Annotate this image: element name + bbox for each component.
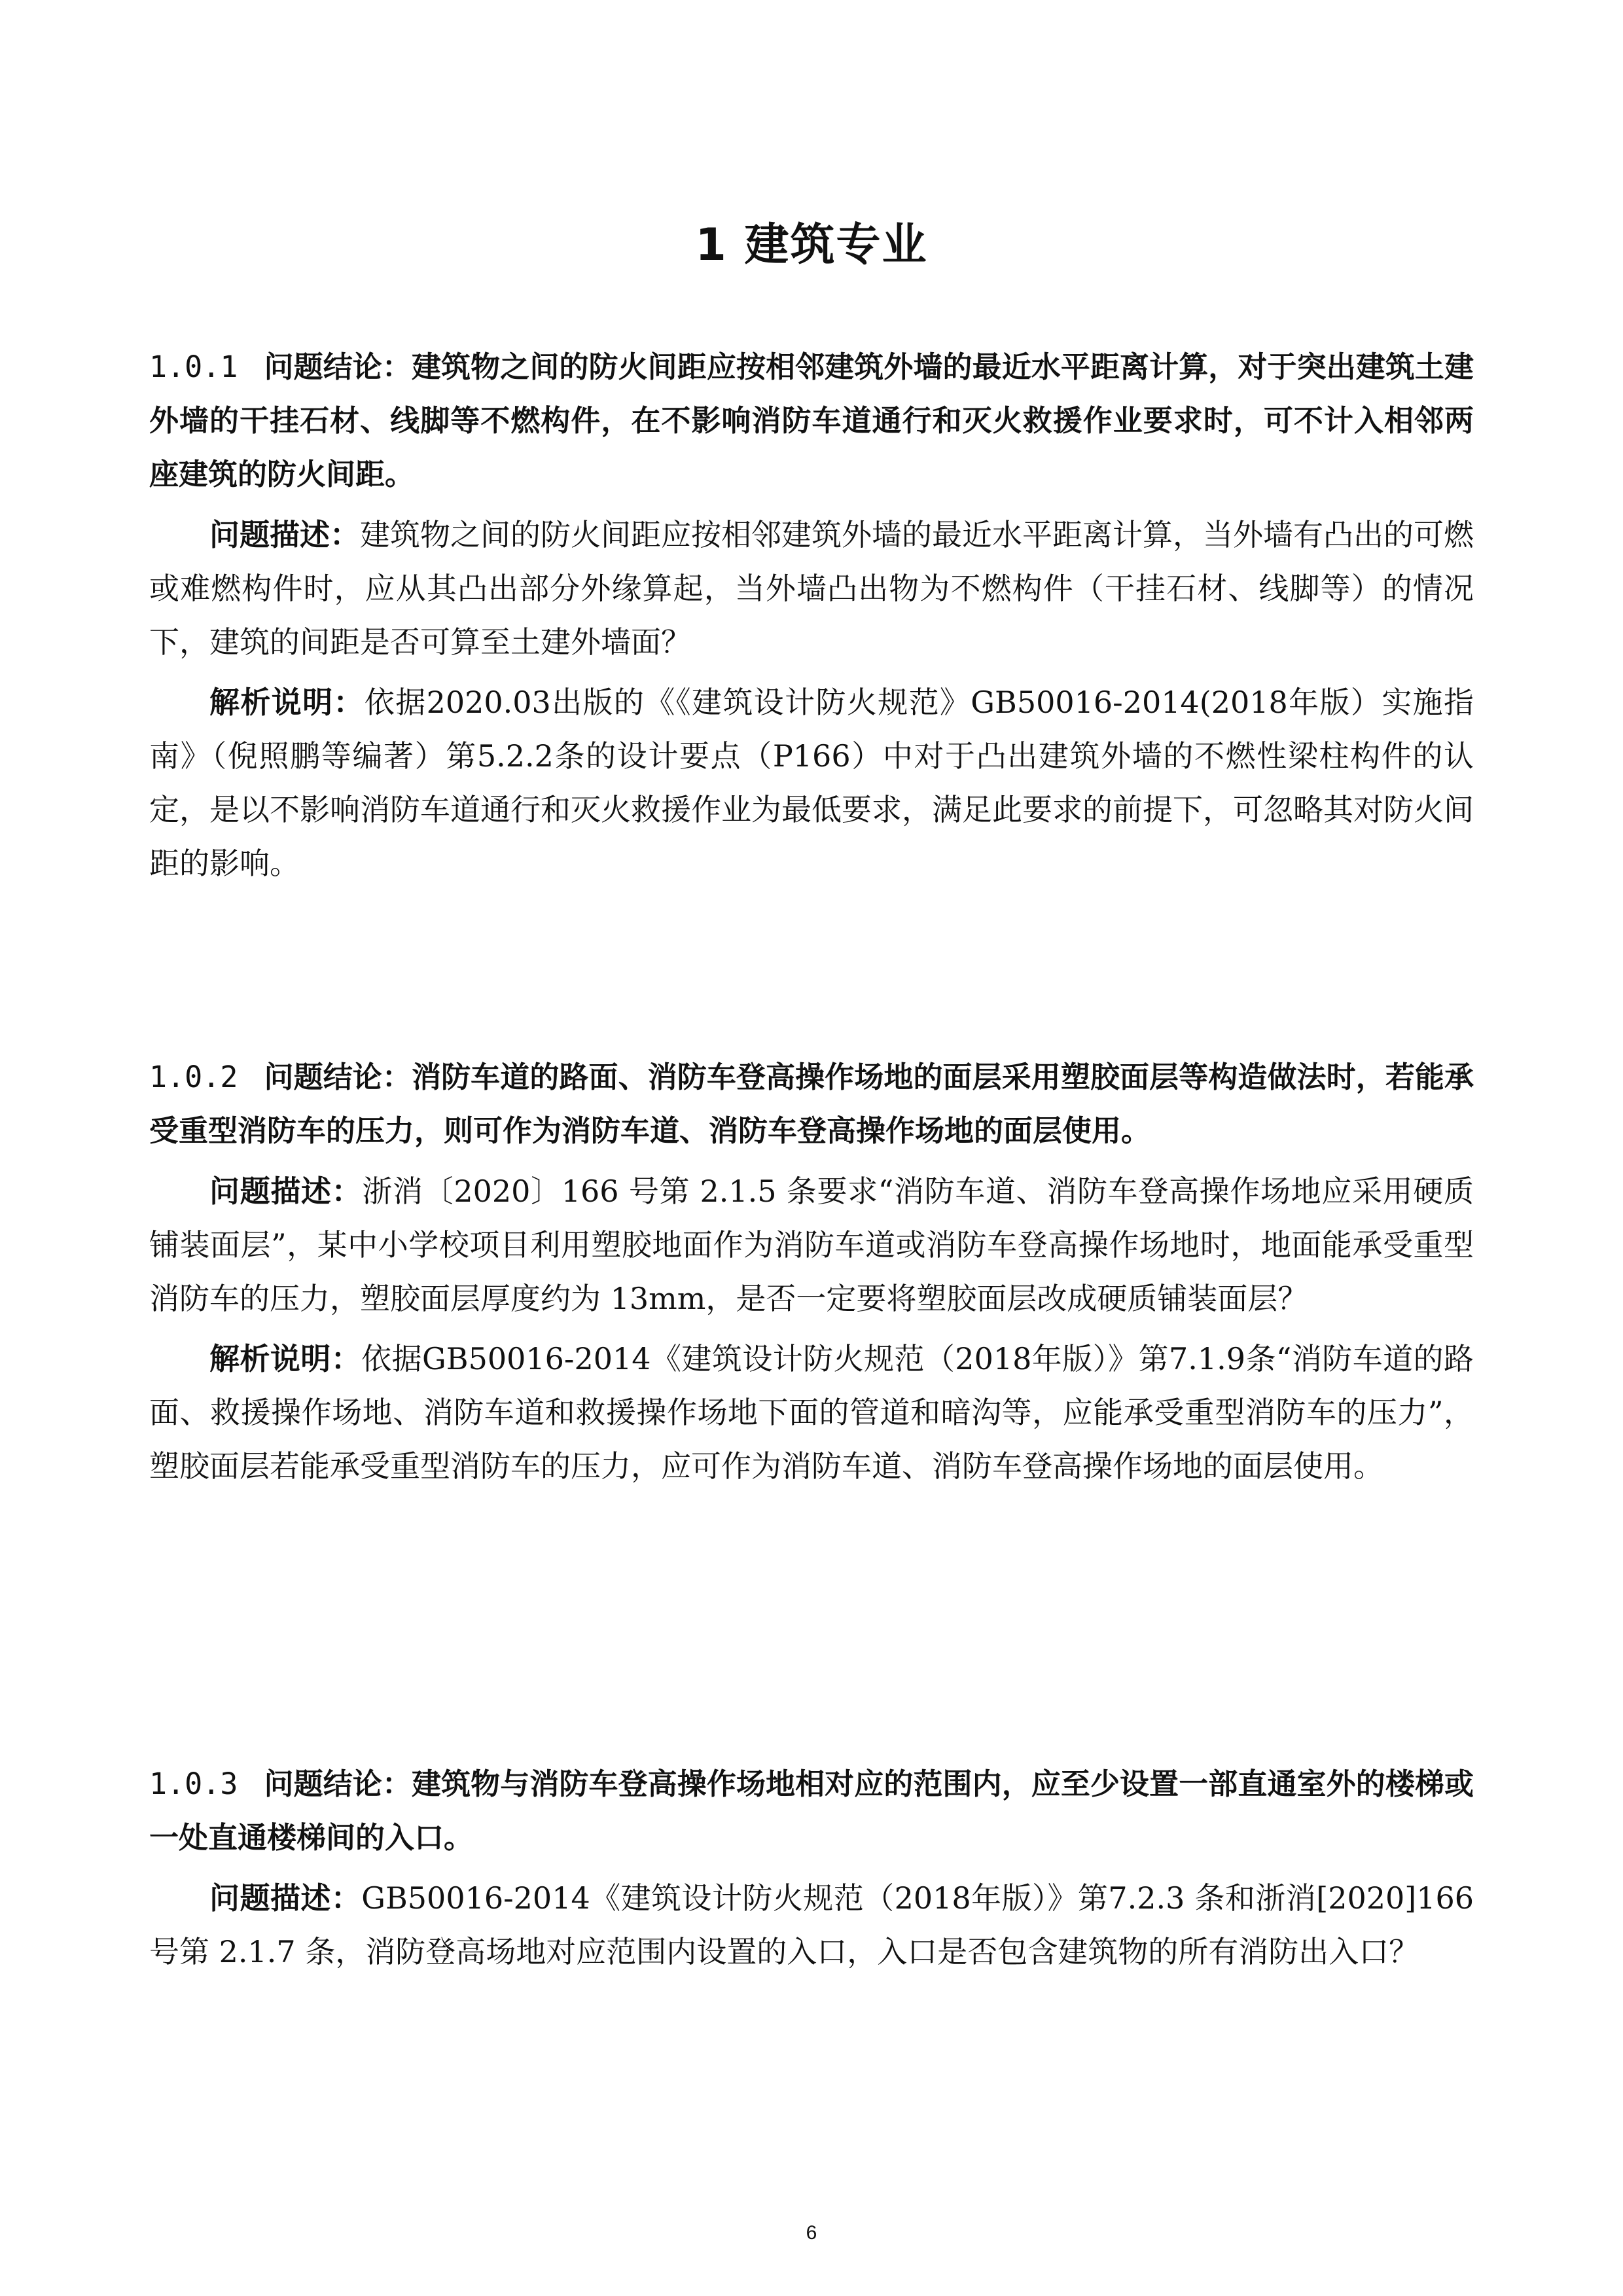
section-analysis	[149, 675, 1474, 890]
section-description	[149, 1871, 1474, 1979]
section-1-0-2	[149, 1050, 1474, 1493]
description-label: 问题描述：	[209, 1174, 363, 1209]
chapter-title: 1 建筑专业	[695, 219, 928, 271]
section-analysis	[149, 1332, 1474, 1493]
page-number: 6	[806, 2222, 817, 2244]
description-label: 问题描述：	[209, 1880, 362, 1916]
description-label: 问题描述：	[209, 517, 360, 552]
section-conclusion	[149, 1757, 1474, 1865]
analysis-text: 依据GB50016-2014《建筑设计防火规范（2018年版）》第7.1.9条“消防车道的路面、救援操作场地、消防车道和救援操作场地下面的管道和暗沟等，应能承受重型消防车的压力”，塑胶面层若能承受重型消防车的压力，应可作为消防车道、消防车登高操作场地的面层使用。	[149, 1341, 1474, 1484]
section-1-0-3	[149, 1757, 1474, 1979]
conclusion-text: 问题结论：消防车道的路面、消防车登高操作场地的面层采用塑胶面层等构造做法时，若能承受重型消防车的压力，则可作为消防车道、消防车登高操作场地的面层使用。	[149, 1060, 1474, 1148]
section-1-0-1	[149, 340, 1474, 890]
description-text: 浙消〔2020〕166 号第 2.1.5 条要求“消防车道、消防车登高操作场地应采用硬质铺装面层”，某中小学校项目利用塑胶地面作为消防车道或消防车登高操作场地时，地面能承受重型消防车的压力，塑胶面层厚度约为 13mm，是否一定要将塑胶面层改成硬质铺装面层？	[149, 1174, 1474, 1316]
section-description	[149, 508, 1474, 669]
section-conclusion	[149, 1050, 1474, 1158]
section-number: 1.0.2	[149, 1060, 238, 1094]
section-description	[149, 1164, 1474, 1325]
section-conclusion	[149, 340, 1474, 501]
analysis-label: 解析说明：	[209, 1341, 362, 1376]
conclusion-text: 问题结论：建筑物之间的防火间距应按相邻建筑外墙的最近水平距离计算，对于突出建筑土建外墙的干挂石材、线脚等不燃构件，在不影响消防车道通行和灭火救援作业要求时，可不计入相邻两座建筑的防火间距。	[149, 350, 1474, 492]
analysis-label: 解析说明：	[209, 685, 365, 720]
section-number: 1.0.1	[149, 350, 238, 384]
section-number: 1.0.3	[149, 1767, 238, 1801]
description-text: GB50016-2014《建筑设计防火规范（2018年版）》第7.2.3 条和浙消[2020]166号第 2.1.7 条，消防登高场地对应范围内设置的入口，入口是否包含建筑物的所有消防出入口？	[149, 1880, 1474, 1969]
analysis-text: 依据2020.03出版的《《建筑设计防火规范》GB50016-2014(2018年版）实施指南》（倪照鹏等编著）第5.2.2条的设计要点（P166）中对于凸出建筑外墙的不燃性梁柱构件的认定，是以不影响消防车道通行和灭火救援作业为最低要求，满足此要求的前提下，可忽略其对防火间距的影响。	[149, 685, 1474, 881]
conclusion-text: 问题结论：建筑物与消防车登高操作场地相对应的范围内，应至少设置一部直通室外的楼梯或一处直通楼梯间的入口。	[149, 1767, 1474, 1855]
description-text: 建筑物之间的防火间距应按相邻建筑外墙的最近水平距离计算，当外墙有凸出的可燃或难燃构件时，应从其凸出部分外缘算起，当外墙凸出物为不燃构件（干挂石材、线脚等）的情况下，建筑的间距是否可算至土建外墙面？	[149, 517, 1474, 660]
